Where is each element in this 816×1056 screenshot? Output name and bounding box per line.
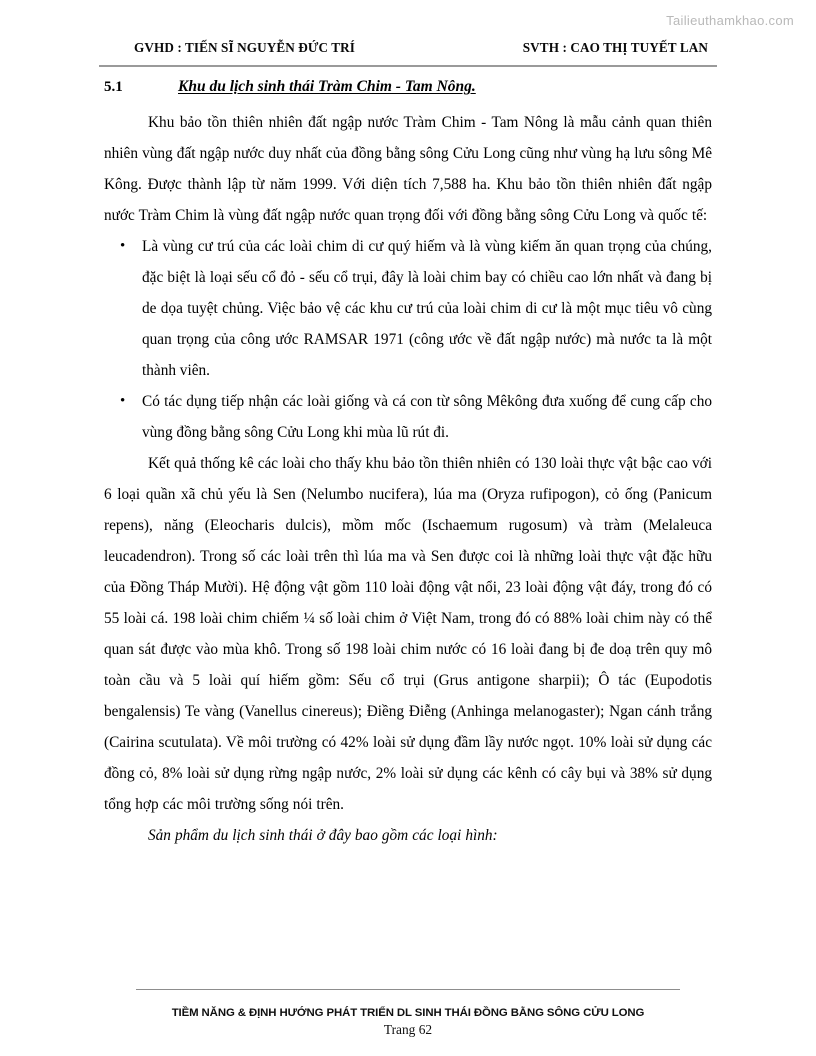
bullet-list: [104, 231, 712, 448]
list-item-text: Có tác dụng tiếp nhận các loài giống và cá con từ sông Mêkông đưa xuống để cung cấp cho vùng đồng bằng sông Cửu Long khi mùa lũ rút đi.: [142, 393, 712, 441]
page-footer: [0, 1007, 816, 1038]
list-item: [104, 231, 712, 386]
section-title: Khu du lịch sinh thái Tràm Chim - Tam Nông.: [178, 78, 476, 95]
bullet-icon: •: [120, 238, 126, 254]
running-header: [104, 40, 712, 62]
site-watermark: Tailieuthamkhao.com: [666, 13, 794, 28]
footer-thesis-title: TIỀM NĂNG & ĐỊNH HƯỚNG PHÁT TRIỂN DL SINH THÁI ĐỒNG BẰNG SÔNG CỬU LONG: [171, 1007, 645, 1019]
header-student: SVTH : CAO THỊ TUYẾT LAN: [522, 40, 708, 55]
section-heading: [104, 78, 712, 96]
list-item: [104, 386, 712, 448]
header-divider: [99, 65, 717, 67]
document-body: [104, 78, 712, 851]
header-advisor: GVHD : TIẾN SĨ NGUYỄN ĐỨC TRÍ: [134, 40, 356, 55]
section-number: 5.1: [104, 79, 123, 95]
paragraph-products: Sản phẩm du lịch sinh thái ở đây bao gồm các loại hình:: [148, 827, 498, 844]
footer-divider: [136, 989, 680, 990]
paragraph-intro: Khu bảo tồn thiên nhiên đất ngập nước Tràm Chim - Tam Nông là mẫu cảnh quan thiên nhiên vùng đất ngập nước duy nhất của đồng bằng sông Cửu Long cũng như vùng hạ lưu sông Mê Kông. Được thành lập từ năm 1999. Với diện tích 7,588 ha. Khu bảo tồn thiên nhiên đất ngập nước Tràm Chim là vùng đất ngập nước quan trọng đối với đồng bằng sông Cửu Long và quốc tế:: [104, 114, 712, 224]
paragraph-statistics: Kết quả thống kê các loài cho thấy khu bảo tồn thiên nhiên có 130 loài thực vật bậc cao với 6 loại quần xã chủ yếu là Sen (Nelumbo nucifera), lúa ma (Oryza rufipogon), cỏ ống (Panicum repens), năng (Eleocharis dulcis), mồm mốc (Ischaemum rugosum) và tràm (Melaleuca leucadendron). Trong số các loài trên thì lúa ma và Sen được coi là những loài thực vật đặc hữu của Đồng Tháp Mười). Hệ động vật gồm 110 loài động vật nổi, 23 loài động vật đáy, trong đó có 55 loài cá. 198 loài chim chiếm ¼ số loài chim ở Việt Nam, trong đó có 88% loài chim này có thể quan sát được vào mùa khô. Trong số 198 loài chim nước có 16 loài đang bị đe doạ trên quy mô toàn cầu và 5 loài quí hiếm gồm: Sếu cổ trụi (Grus antigone sharpii); Ô tác (Eupodotis bengalensis) Te vàng (Vanellus cinereus); Điềng Điễng (Anhinga melanogaster); Ngan cánh trắng (Cairina scutulata). Về môi trường có 42% loài sử dụng đầm lầy nước ngọt. 10% loài sử dụng các đồng cỏ, 8% loài sử dụng rừng ngập nước, 2% loài sử dụng các kênh có cây bụi và 38% sử dụng tổng hợp các môi trường sống nói trên.: [104, 455, 712, 813]
list-item-text: Là vùng cư trú của các loài chim di cư quý hiếm và là vùng kiếm ăn quan trọng của chúng, đặc biệt là loại sếu cổ đỏ - sếu cổ trụi, đây là loài chim bay có chiều cao lớn nhất và đang bị de dọa tuyệt chủng. Việc bảo vệ các khu cư trú của loài chim di cư là một mục tiêu vô cùng quan trọng của công ước RAMSAR 1971 (công ước về đất ngập nước) mà nước ta là một thành viên.: [142, 238, 712, 379]
page-number: Trang 62: [383, 1022, 433, 1037]
bullet-icon: •: [120, 393, 126, 409]
